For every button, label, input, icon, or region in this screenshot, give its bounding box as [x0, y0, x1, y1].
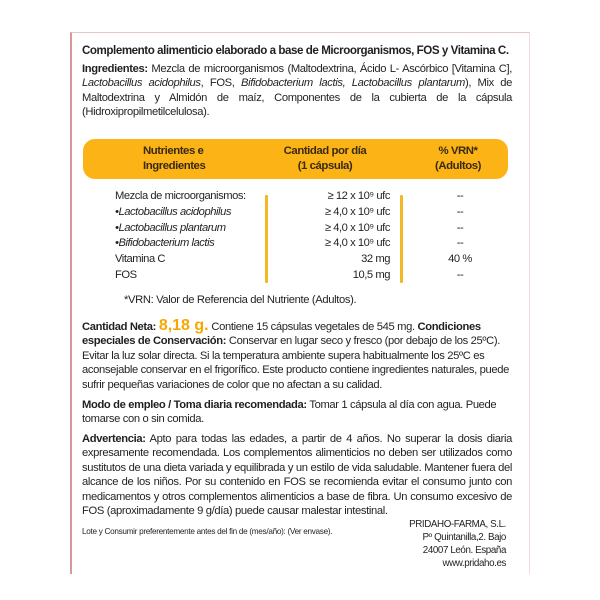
net-label: Cantidad Neta: — [82, 321, 159, 333]
header-line: (1 cápsula) — [297, 160, 353, 172]
row-quantity: ≥ 4,0 x 10⁹ ufc — [324, 237, 390, 250]
row-vrn: -- — [456, 190, 464, 202]
nutrition-table-body — [115, 189, 475, 284]
row-quantity: 10,5 mg — [352, 268, 390, 281]
row-name: •Bifidobacterium lactis — [115, 237, 215, 250]
lot-info: Lote y Consumir preferentemente antes del fin de (mes/año): (Ver envase). — [82, 527, 333, 536]
row-name: •Lactobacillus plantarum — [115, 221, 226, 234]
table-row — [115, 252, 475, 268]
header-line: Cantidad por día — [283, 145, 367, 157]
header-line: % VRN* — [438, 145, 478, 157]
usage-paragraph — [82, 398, 512, 427]
header-quantity — [255, 144, 395, 174]
row-vrn: -- — [456, 205, 464, 218]
table-row — [115, 268, 475, 284]
header-nutrients — [143, 144, 205, 174]
vrn-footnote: *VRN: Valor de Referencia del Nutriente (Adultos). — [124, 294, 357, 306]
table-row — [115, 205, 475, 221]
ingredients-label: Ingredientes: — [82, 63, 148, 75]
row-quantity: ≥ 4,0 x 10⁹ ufc — [324, 221, 390, 234]
row-quantity: 32 mg — [361, 253, 390, 266]
row-vrn: 40 % — [448, 253, 472, 266]
usage-label: Modo de empleo / Toma diaria recomendada: — [82, 399, 307, 411]
ingredients-paragraph — [82, 62, 512, 120]
row-quantity: ≥ 12 x 10⁹ ufc — [327, 190, 390, 202]
header-line: Ingredientes — [143, 160, 206, 172]
usage-text: Tomar 1 cápsula al día con agua. Puede tomarse con o sin comida. — [82, 399, 497, 426]
product-title: Complemento alimenticio elaborado a base de Microorganismos, FOS y Vitamina C. — [82, 44, 509, 57]
row-vrn: -- — [456, 268, 464, 281]
row-name: Vitamina C — [115, 253, 166, 266]
ingredients-text: ), Mix de Maltodextrina y Almidón de maíz, Componentes de la cubierta de la cápsula (Hidroxipropilmetilcelulosa). — [82, 77, 512, 119]
header-vrn — [413, 144, 503, 174]
row-name: •Lactobacillus acidophilus — [115, 205, 231, 218]
row-name: FOS — [115, 268, 137, 281]
company-city: 24007 León. España — [422, 545, 506, 556]
header-line: (Adultos) — [435, 160, 481, 172]
ingredients-text: , FOS, — [200, 77, 241, 90]
nutrition-table-header — [83, 139, 508, 179]
storage-text: Conservar en lugar seco y fresco (por debajo de los 25ºC). Evitar la luz solar directa. Si la temperatura ambiente supera habitualmente los 25ºC es aconsejable conservar en el frigorífico. Este producto contiene ingredientes naturales, puede sufrir pequeñas variaciones de color que no afectan a su calidad. — [82, 335, 510, 391]
company-street: Pº Quintanilla,2. Bajo — [422, 532, 506, 543]
company-website: www.pridaho.es — [442, 558, 506, 569]
table-row — [115, 221, 475, 237]
net-value: 8,18 g. — [158, 317, 209, 334]
ingredients-text: Mezcla de microorganismos (Maltodextrina, Ácido L- Ascórbico [Vitamina C], — [147, 63, 512, 75]
ingredients-italic: Bifidobacterium lactis, Lactobacillus plantarum — [240, 77, 465, 90]
storage-label: Condiciones especiales de Conservación: — [82, 321, 481, 348]
company-name: PRIDAHO-FARMA, S.L. — [409, 519, 506, 530]
ingredients-italic: Lactobacillus acidophilus — [82, 77, 201, 90]
company-address — [409, 518, 506, 570]
row-vrn: -- — [456, 237, 464, 250]
warning-label: Advertencia: — [82, 433, 146, 445]
row-name: Mezcla de microorganismos: — [115, 190, 246, 202]
net-text: Contiene 15 cápsulas vegetales de 545 mg. — [208, 321, 418, 333]
warning-paragraph — [82, 432, 512, 518]
header-line: Nutrientes e — [143, 145, 204, 157]
table-row — [115, 236, 475, 252]
warning-text: Apto para todas las edades, a partir de 4 años. No superar la dosis diaria expresamente recomendada. Los complementos alimenticios no deben ser utilizados como sustitutos de una dieta variada y equilibrada y un estilo de vida saludable. Mantener fuera del alcance de los niños. Por su contenido en FOS se recomienda evitar el consumo junto con medicamentos y otros complementos alimenticios a base de fibra. Un consumo excesivo de FOS (aproximadamente 9 g/día) puede causar malestar intestinal. — [82, 433, 512, 518]
row-vrn: -- — [456, 221, 464, 234]
net-quantity-paragraph — [82, 319, 512, 392]
table-row — [115, 189, 475, 205]
row-quantity: ≥ 4,0 x 10⁹ ufc — [324, 205, 390, 218]
